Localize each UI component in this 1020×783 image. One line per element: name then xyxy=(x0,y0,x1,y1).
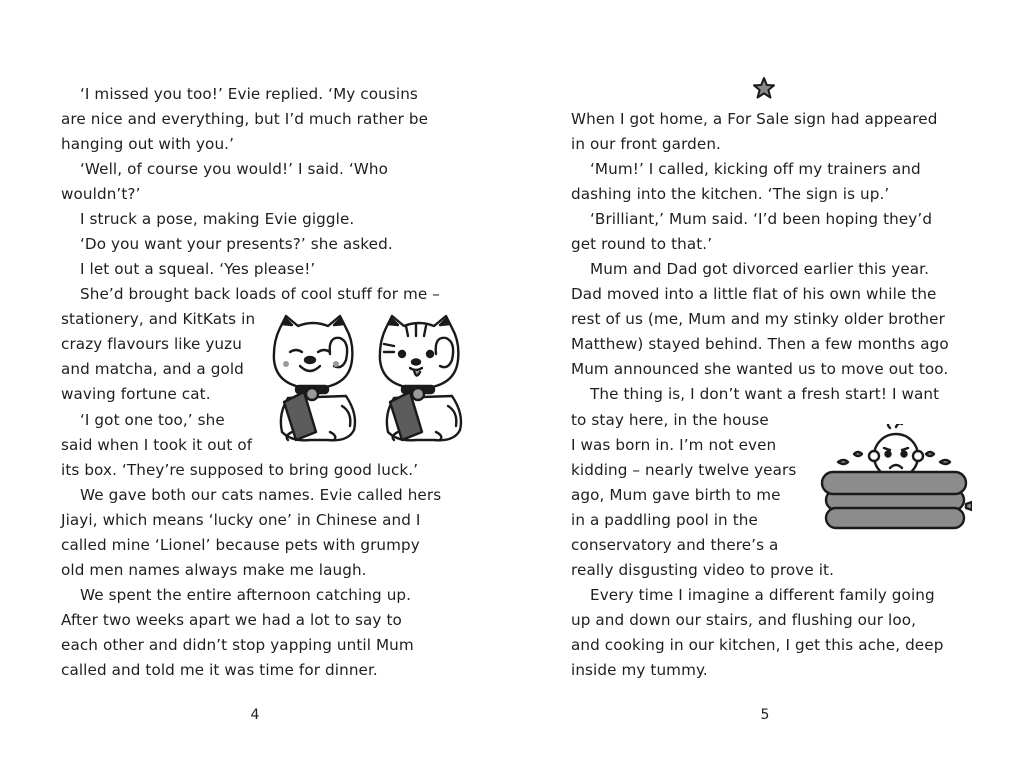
text-line: I struck a pose, making Evie giggle. xyxy=(80,210,355,228)
text-line: are nice and everything, but I’d much rather be xyxy=(61,110,429,128)
text-line: Every time I imagine a different family going xyxy=(590,586,935,604)
star-icon xyxy=(752,76,776,100)
text-line: old men names always make me laugh. xyxy=(61,561,367,579)
splash-icon xyxy=(926,452,934,456)
text-line: ago, Mum gave birth to me xyxy=(571,486,781,504)
text-line: and matcha, and a gold xyxy=(61,360,244,378)
text-line: its box. ‘They’re supposed to bring good luck.’ xyxy=(61,461,419,479)
page-number: 4 xyxy=(250,707,260,723)
text-line: in a paddling pool in the xyxy=(571,511,758,529)
fortune-cat-right-icon xyxy=(380,316,461,440)
fortune-cat-left-icon xyxy=(274,316,355,440)
text-line: After two weeks apart we had a lot to say to xyxy=(61,611,402,629)
text-line: wouldn’t?’ xyxy=(61,185,141,203)
text-line: to stay here, in the house xyxy=(571,411,769,429)
text-line: We gave both our cats names. Evie called hers xyxy=(80,486,442,504)
text-line: Jiayi, which means ‘lucky one’ in Chinese and I xyxy=(61,511,421,529)
text-line: inside my tummy. xyxy=(571,661,708,679)
text-line: We spent the entire afternoon catching up. xyxy=(80,586,412,604)
baby-icon xyxy=(869,424,923,478)
text-line: called and told me it was time for dinner. xyxy=(61,661,378,679)
text-line: rest of us (me, Mum and my stinky older brother xyxy=(571,310,945,328)
text-line: up and down our stairs, and flushing our loo, xyxy=(571,611,917,629)
text-line: dashing into the kitchen. ‘The sign is up.’ xyxy=(571,185,890,203)
text-line: Mum announced she wanted us to move out too. xyxy=(571,360,949,378)
right-page xyxy=(510,0,1020,783)
paddling-pool-icon xyxy=(822,472,972,528)
text-line: I was born in. I’m not even xyxy=(571,436,777,454)
text-line: really disgusting video to prove it. xyxy=(571,561,835,579)
text-line: conservatory and there’s a xyxy=(571,536,779,554)
text-line: waving fortune cat. xyxy=(61,385,211,403)
text-line: each other and didn’t stop yapping until Mum xyxy=(61,636,414,654)
text-line: kidding – nearly twelve years xyxy=(571,461,797,479)
splash-icon xyxy=(940,460,950,464)
text-line: Matthew) stayed behind. Then a few months ago xyxy=(571,335,949,353)
text-line: hanging out with you.’ xyxy=(61,135,235,153)
text-line: called mine ‘Lionel’ because pets with grumpy xyxy=(61,536,420,554)
fortune-cats-illustration xyxy=(270,314,466,444)
text-line: Mum and Dad got divorced earlier this year. xyxy=(590,260,930,278)
text-line: Dad moved into a little flat of his own while the xyxy=(571,285,937,303)
text-line: I let out a squeal. ‘Yes please!’ xyxy=(80,260,316,278)
text-line: ‘Mum!’ I called, kicking off my trainers and xyxy=(590,160,921,178)
text-line: ‘Brilliant,’ Mum said. ‘I’d been hoping they’d xyxy=(590,210,933,228)
text-line: and cooking in our kitchen, I get this ache, deep xyxy=(571,636,944,654)
text-line: ‘Well, of course you would!’ I said. ‘Who xyxy=(80,160,389,178)
text-line: The thing is, I don’t want a fresh start! I want xyxy=(590,385,940,403)
text-line: She’d brought back loads of cool stuff for me – xyxy=(80,285,440,303)
text-line: ‘Do you want your presents?’ she asked. xyxy=(80,235,393,253)
baby-pool-illustration xyxy=(816,424,972,536)
text-line: said when I took it out of xyxy=(61,436,253,454)
splash-icon xyxy=(838,460,848,464)
text-line: ‘I got one too,’ she xyxy=(80,411,225,429)
text-line: When I got home, a For Sale sign had appeared xyxy=(571,110,938,128)
splash-icon xyxy=(854,452,862,456)
text-line: ‘I missed you too!’ Evie replied. ‘My cousins xyxy=(80,85,418,103)
text-line: crazy flavours like yuzu xyxy=(61,335,242,353)
page-number: 5 xyxy=(760,707,770,723)
text-line: get round to that.’ xyxy=(571,235,713,253)
text-line: in our front garden. xyxy=(571,135,721,153)
text-line: stationery, and KitKats in xyxy=(61,310,256,328)
